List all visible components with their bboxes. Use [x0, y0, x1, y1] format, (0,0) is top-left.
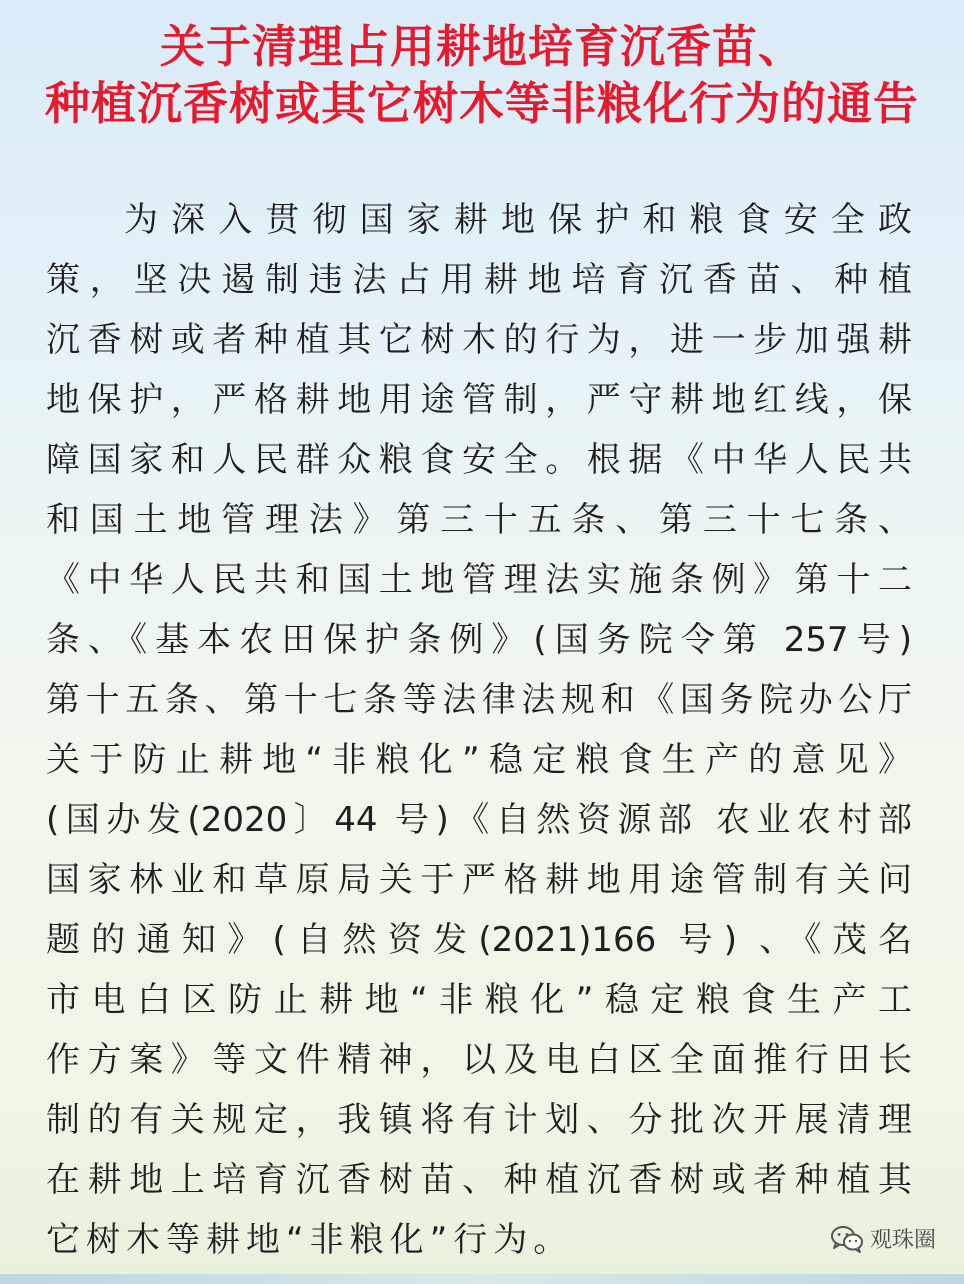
body-line: 制的有关规定，我镇将有计划、分批次开展清理: [46, 1100, 912, 1140]
body-line: 为深入贯彻国家耕地保护和粮食安全政: [124, 200, 912, 240]
body-line: 作方案》等文件精神，以及电白区全面推行田长: [46, 1040, 912, 1080]
notice-title-line: 种植沉香树或其它树木等非粮化行为的通告: [44, 77, 919, 130]
body-line: 策，坚决遏制违法占用耕地培育沉香苗、种植: [46, 260, 912, 300]
wechat-icon: [830, 1225, 864, 1253]
body-line: 障国家和人民群众粮食安全。根据《中华人民共: [46, 440, 912, 480]
body-line: 关于防止耕地“非粮化”稳定粮食生产的意见》: [46, 740, 912, 780]
body-line: 市电白区防止耕地“非粮化”稳定粮食生产工: [46, 980, 912, 1020]
body-line: 条、《基本农田保护条例》(国务院令第 257号): [46, 620, 912, 660]
body-line: 国家林业和草原局关于严格耕地用途管制有关问: [46, 860, 912, 900]
body-line: 《中华人民共和国土地管理法实施条例》第十二: [46, 560, 912, 600]
body-line: 在耕地上培育沉香树苗、种植沉香树或者种植其: [46, 1160, 912, 1200]
watermark: [830, 1223, 936, 1254]
notice-title-line: 关于清理占用耕地培育沉香苗、: [159, 20, 804, 73]
notice-body: [46, 190, 912, 1270]
body-line: 地保护，严格耕地用途管制，严守耕地红线，保: [46, 380, 912, 420]
bottom-band: [0, 1274, 964, 1284]
notice-title: [0, 18, 964, 132]
body-line: 沉香树或者种植其它树木的行为，进一步加强耕: [46, 320, 912, 360]
body-line: 第十五条、第十七条等法律法规和《国务院办公厅: [46, 680, 912, 720]
body-line: 题的通知》(自然资发(2021)166 号) 、《茂名: [46, 920, 912, 960]
body-line: (国办发(2020〕44 号)《自然资源部 农业农村部: [46, 800, 912, 840]
body-line: 和国土地管理法》第三十五条、第三十七条、: [46, 500, 912, 540]
watermark-label: 观珠圈: [869, 1228, 936, 1253]
body-line: 它树木等耕地“非粮化”行为。: [46, 1220, 574, 1260]
